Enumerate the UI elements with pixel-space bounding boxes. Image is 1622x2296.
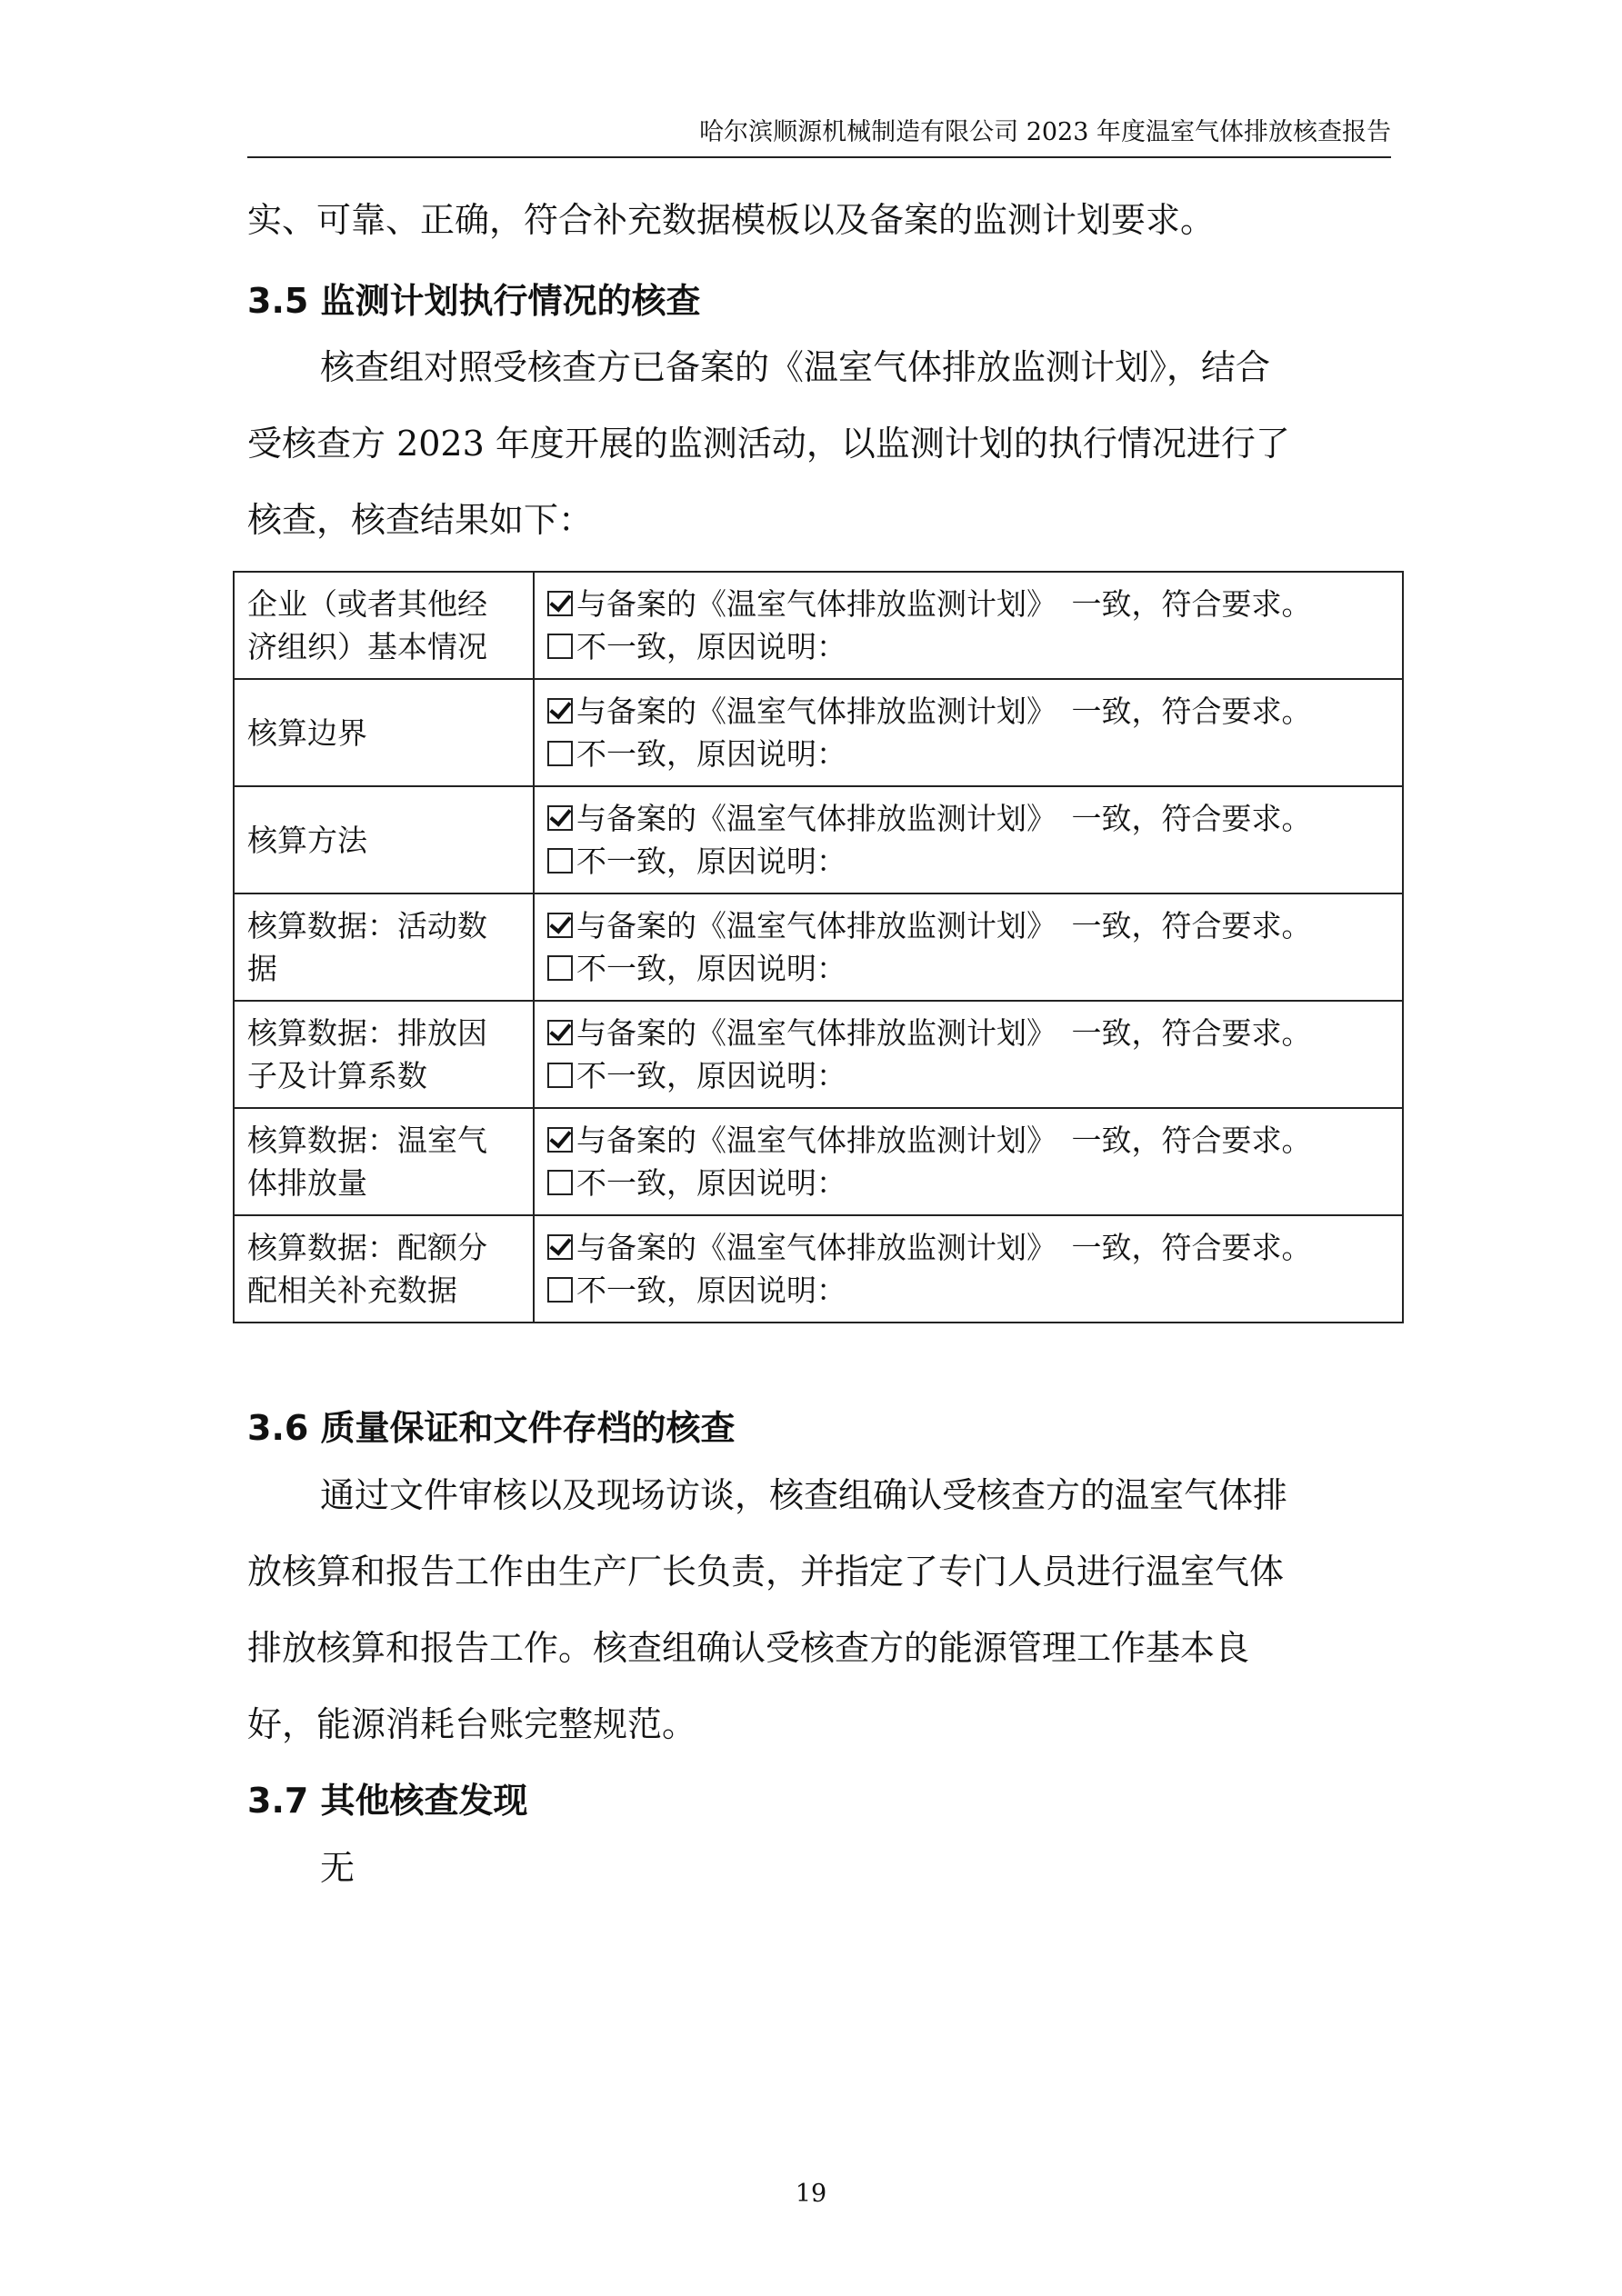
- paragraph-line: 核查组对照受核查方已备案的《温室气体排放监测计划》，结合: [320, 347, 1271, 387]
- option-text: 与备案的《温室气体排放监测计划》 一致，符合要求。: [576, 1015, 1312, 1051]
- consistent-option: [547, 1119, 1389, 1162]
- option-text: 与备案的《温室气体排放监测计划》 一致，符合要求。: [576, 1123, 1312, 1158]
- row-label: [234, 1215, 534, 1323]
- row-label: [234, 1001, 534, 1108]
- row-options: [534, 1215, 1403, 1323]
- consistent-option: [547, 904, 1389, 947]
- checked-box-icon[interactable]: [547, 698, 573, 724]
- row-options: [534, 786, 1403, 893]
- empty-box-icon[interactable]: [547, 955, 573, 981]
- empty-box-icon[interactable]: [547, 1063, 573, 1088]
- option-text: 与备案的《温室气体排放监测计划》 一致，符合要求。: [576, 908, 1312, 943]
- consistent-option: [547, 690, 1389, 733]
- row-options: [534, 893, 1403, 1001]
- row-label-line: 核算数据：配额分: [247, 1230, 487, 1265]
- table-row: [234, 572, 1403, 679]
- inconsistent-option: [547, 1162, 1389, 1204]
- empty-box-icon[interactable]: [547, 1277, 573, 1303]
- consistent-option: [547, 583, 1389, 625]
- section-heading-3-7: 3.7 其他核查发现: [247, 1781, 528, 1821]
- inconsistent-option: [547, 840, 1389, 883]
- page-number: 19: [795, 2180, 827, 2208]
- row-label: [234, 1108, 534, 1215]
- header-rule: [247, 156, 1391, 158]
- row-options: [534, 572, 1403, 679]
- paragraph-line: 放核算和报告工作由生产厂长负责，并指定了专门人员进行温室气体: [247, 1552, 1285, 1592]
- row-label-line: 配相关补充数据: [247, 1273, 457, 1308]
- option-text: 与备案的《温室气体排放监测计划》 一致，符合要求。: [576, 801, 1312, 836]
- option-text: 不一致，原因说明：: [576, 1058, 846, 1093]
- row-options: [534, 1108, 1403, 1215]
- paragraph-line: 好，能源消耗台账完整规范。: [247, 1704, 697, 1744]
- consistent-option: [547, 1012, 1389, 1054]
- option-text: 不一致，原因说明：: [576, 951, 846, 986]
- checked-box-icon[interactable]: [547, 1234, 573, 1260]
- section-3-7-paragraph: [247, 1830, 1391, 1906]
- table-row: [234, 1215, 1403, 1323]
- option-text: 与备案的《温室气体排放监测计划》 一致，符合要求。: [576, 694, 1312, 729]
- running-header: 哈尔滨顺源机械制造有限公司 2023 年度温室气体排放核查报告: [699, 118, 1391, 146]
- row-options: [534, 1001, 1403, 1108]
- paragraph-line: 实、可靠、正确，符合补充数据模板以及备案的监测计划要求。: [247, 200, 1216, 240]
- paragraph-line: 通过文件审核以及现场访谈，核查组确认受核查方的温室气体排: [320, 1475, 1288, 1515]
- continuation-paragraph: [247, 182, 1391, 258]
- row-label-line: 核算数据：活动数: [247, 908, 487, 943]
- consistent-option: [547, 797, 1389, 840]
- option-text: 与备案的《温室气体排放监测计划》 一致，符合要求。: [576, 586, 1312, 622]
- paragraph-line: 受核查方 2023 年度开展的监测活动，以监测计划的执行情况进行了: [247, 424, 1290, 464]
- checked-box-icon[interactable]: [547, 913, 573, 938]
- paragraph-line: 排放核算和报告工作。核查组确认受核查方的能源管理工作基本良: [247, 1628, 1250, 1668]
- section-heading-3-6: 3.6 质量保证和文件存档的核查: [247, 1408, 736, 1448]
- table-row: [234, 679, 1403, 786]
- inconsistent-option: [547, 1054, 1389, 1097]
- option-text: 不一致，原因说明：: [576, 629, 846, 664]
- empty-box-icon[interactable]: [547, 848, 573, 873]
- row-label-line: 企业（或者其他经: [247, 586, 487, 622]
- row-label: [234, 572, 534, 679]
- checked-box-icon[interactable]: [547, 1020, 573, 1045]
- inconsistent-option: [547, 947, 1389, 990]
- row-label-line: 核算数据：排放因: [247, 1015, 487, 1051]
- row-label: [234, 679, 534, 786]
- table-row: [234, 786, 1403, 893]
- empty-box-icon[interactable]: [547, 1170, 573, 1195]
- consistent-option: [547, 1226, 1389, 1269]
- paragraph-line: 无: [320, 1848, 355, 1888]
- checked-box-icon[interactable]: [547, 805, 573, 831]
- checked-box-icon[interactable]: [547, 1127, 573, 1153]
- table-row: [234, 1108, 1403, 1215]
- option-text: 不一致，原因说明：: [576, 1273, 846, 1308]
- option-text: 不一致，原因说明：: [576, 844, 846, 879]
- option-text: 与备案的《温室气体排放监测计划》 一致，符合要求。: [576, 1230, 1312, 1265]
- inconsistent-option: [547, 625, 1389, 668]
- row-label-line: 据: [247, 951, 277, 986]
- row-label-line: 核算方法: [247, 822, 367, 858]
- row-label-line: 济组织）基本情况: [247, 629, 487, 664]
- row-options: [534, 679, 1403, 786]
- option-text: 不一致，原因说明：: [576, 736, 846, 772]
- row-label: [234, 893, 534, 1001]
- row-label-line: 子及计算系数: [247, 1058, 427, 1093]
- section-3-6-paragraph: [247, 1457, 1391, 1762]
- row-label-line: 体排放量: [247, 1165, 367, 1201]
- monitoring-plan-check-table: [233, 571, 1404, 1323]
- inconsistent-option: [547, 1269, 1389, 1312]
- row-label-line: 核算数据：温室气: [247, 1123, 487, 1158]
- inconsistent-option: [547, 733, 1389, 775]
- row-label-line: 核算边界: [247, 714, 367, 751]
- checked-box-icon[interactable]: [547, 591, 573, 616]
- row-label: [234, 786, 534, 893]
- paragraph-line: 核查，核查结果如下：: [247, 500, 594, 540]
- section-3-5-paragraph: [247, 329, 1391, 558]
- section-heading-3-5: 3.5 监测计划执行情况的核查: [247, 281, 701, 321]
- table-row: [234, 1001, 1403, 1108]
- table-row: [234, 893, 1403, 1001]
- option-text: 不一致，原因说明：: [576, 1165, 846, 1201]
- empty-box-icon[interactable]: [547, 634, 573, 659]
- empty-box-icon[interactable]: [547, 741, 573, 766]
